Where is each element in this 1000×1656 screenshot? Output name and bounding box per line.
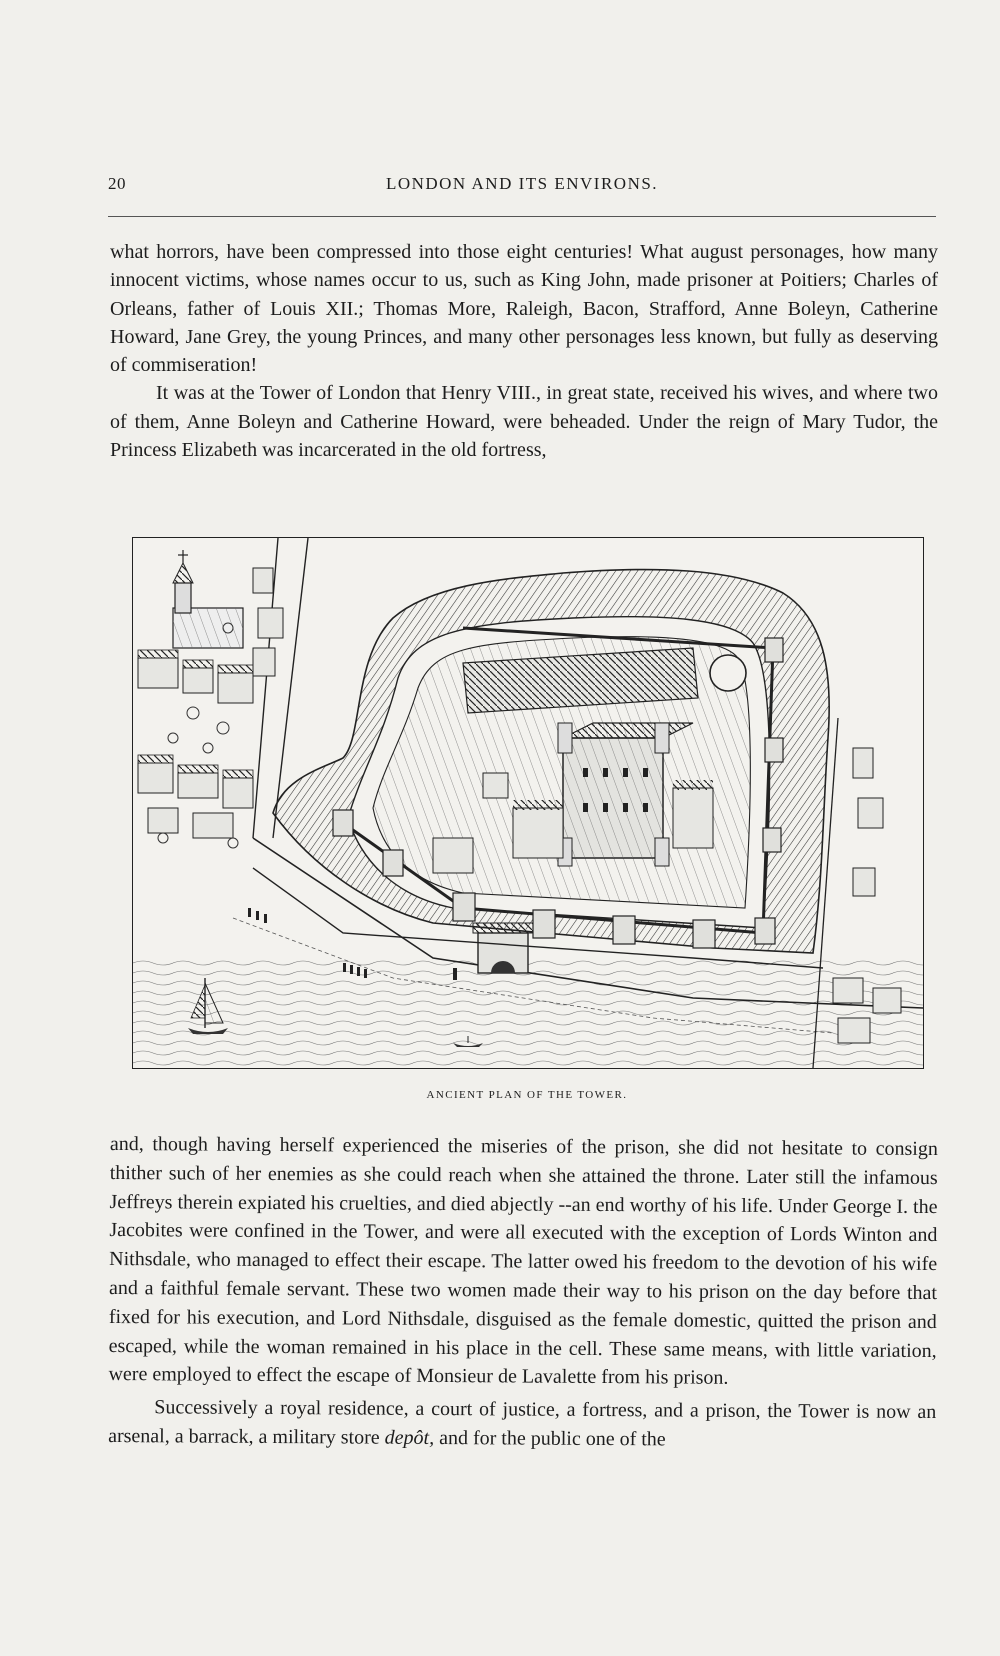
paragraph-start: Successively a royal residence, a court of justice, a fortress, and a prison, the Tower is now an arsenal, a barrack, a military store xyxy=(108,1396,937,1449)
church-drawing xyxy=(173,550,243,648)
paragraph xyxy=(108,1393,936,1456)
header-rule xyxy=(108,216,936,217)
paragraph: and, though having herself experienced the miseries of the prison, she did not hesitate to consign thither such of her enemies as she could reach when she attained the throne. Later still the infamous Jeffreys therein expiated his cruelties, and died abjectly --an end worthy of his life. Under George I. the Jacobites were confined in the Tower, and were all executed with the exception of Lords Winton and Nithsdale, who managed to effect their escape. The latter owed his freedom to the devotion of his wife and a faithful female servant. These two women made their way to his prison on the day before that fixed for his execution, and Lord Nithsdale, disguised as the female domestic, quitted the prison and escaped, while the woman remained in his place in the cell. These same means, with little variation, were employed to effect the escape of Monsieur de Lavalette from his prison. xyxy=(108,1133,938,1390)
italic-word: depôt, xyxy=(384,1426,435,1449)
traitors-gate xyxy=(473,923,533,973)
tower-plan-engraving xyxy=(132,537,924,1069)
paragraph: what horrors, have been compressed into those eight centuries! What august personages, how many innocent victims, whose names occur to us, such as King John, made prisoner at Poitiers; Charles of Orleans, father of Louis XII.; Thomas More, Raleigh, Bacon, Strafford, Anne Boleyn, Catherine Howard, Jane Grey, the young Princes, and many other personages less known, but fully as deserving of commiseration! xyxy=(110,241,938,377)
paragraph-end: and for the public one of the xyxy=(434,1426,666,1451)
figure-caption: ANCIENT PLAN OF THE TOWER. xyxy=(426,1089,628,1101)
body-text-top xyxy=(110,238,938,464)
running-title: LONDON AND ITS ENVIRONS. xyxy=(385,174,659,193)
paragraph: It was at the Tower of London that Henry VIII., in great state, received his wives, and where two of them, Anne Boleyn and Catherine Howard, were beheaded. Under the reign of Mary Tudor, the Princess Elizabeth was incarcerated in the old fortress, xyxy=(110,382,938,462)
page-number: 20 xyxy=(108,174,126,193)
running-header xyxy=(108,170,936,200)
body-text-bottom xyxy=(108,1130,938,1456)
river-area xyxy=(133,958,923,1068)
